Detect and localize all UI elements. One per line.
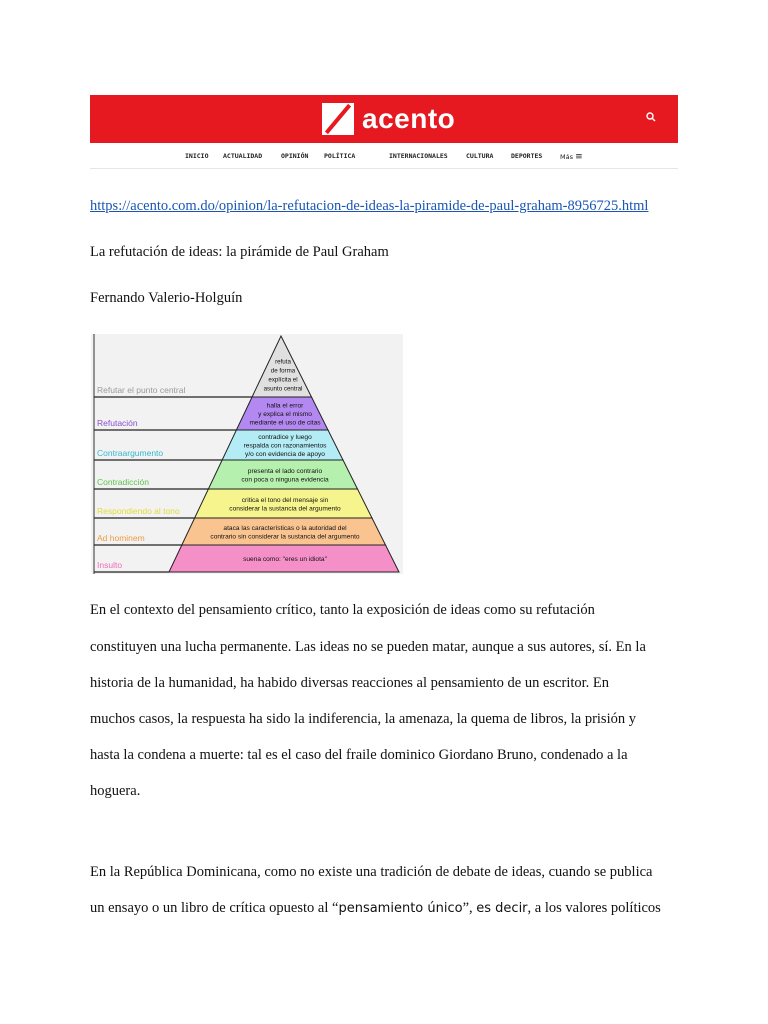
paragraph-1-line-4: muchos casos, la respuesta ha sido la indiferencia, la amenaza, la quema de libros, la prisión y xyxy=(90,711,636,727)
menu-icon: ≡ xyxy=(575,152,583,162)
nav-item-actualidad[interactable]: ACTUALIDAD xyxy=(223,152,263,160)
paragraph-2-line-1: En la República Dominicana, como no existe una tradición de debate de ideas, cuando se publica xyxy=(90,864,653,880)
search-icon[interactable] xyxy=(646,111,656,125)
graham-hierarchy-pyramid xyxy=(91,334,403,574)
pyramid-level-description: respalda con razonamientos xyxy=(243,442,327,450)
pyramid-level-label: Contradicción xyxy=(97,477,149,487)
nav-item-opinion[interactable]: OPINIÓN xyxy=(281,152,309,160)
pyramid-level-description: y/o con evidencia de apoyo xyxy=(245,451,325,458)
handwritten-fragment: pensamiento único xyxy=(338,901,463,916)
pyramid-level-label: Respondiendo al tono xyxy=(97,506,180,516)
article-title: La refutación de ideas: la pirámide de Paul Graham xyxy=(90,244,389,260)
paragraph-2-line-2 xyxy=(90,900,690,917)
pyramid-level-description: contrario sin considerar la sustancia del argumento xyxy=(210,533,360,541)
pyramid-level-label: Refutación xyxy=(97,418,138,428)
pyramid-level-description: presenta el lado contrario xyxy=(247,467,323,475)
paragraph-1-line-5: hasta la condena a muerte: tal es el caso del fraile dominico Giordano Bruno, condenado a la xyxy=(90,747,628,763)
pyramid-level-description: ataca las características o la autoridad del xyxy=(223,524,347,532)
article-author: Fernando Valerio-Holguín xyxy=(90,290,243,306)
text-fragment: un ensayo o un libro de crítica opuesto al “ xyxy=(90,900,339,916)
site-logo[interactable] xyxy=(322,103,455,135)
paragraph-1-line-2: constituyen una lucha permanente. Las ideas no se pueden matar, aunque a sus autores, sí. En la xyxy=(90,639,646,655)
pyramid-level-description: de forma xyxy=(270,367,296,375)
pyramid-level-description: mediante el uso de citas xyxy=(249,419,321,427)
pyramid-level-description: critica el tono del mensaje sin xyxy=(241,496,329,504)
pyramid-level-description: suena como: "eres un idiota" xyxy=(243,556,327,563)
logo-mark-icon xyxy=(322,103,354,135)
pyramid-level-description: considerar la sustancia del argumento xyxy=(229,505,341,513)
pyramid-level-label: Ad hominem xyxy=(97,533,145,543)
pyramid-level-description: asunto central xyxy=(263,385,303,393)
nav-item-politica[interactable]: POLÍTICA xyxy=(324,152,356,160)
pyramid-level-label: Insulto xyxy=(97,560,123,570)
text-fragment: , a los valores políticos xyxy=(527,900,661,916)
pyramid-level-label: Contraargumento xyxy=(97,448,164,458)
nav-item-inicio[interactable]: INICIO xyxy=(185,152,209,160)
handwritten-fragment: es decir xyxy=(476,901,528,916)
logo-text: acento xyxy=(362,103,456,134)
pyramid-level-description: explícita el xyxy=(268,376,298,384)
text-fragment: ”, xyxy=(462,900,477,916)
pyramid-level-description: refuta xyxy=(275,358,291,366)
pyramid-level-label: Refutar el punto central xyxy=(97,385,186,395)
nav-item-cultura[interactable]: CULTURA xyxy=(466,152,494,160)
paragraph-1-line-6: hoguera. xyxy=(90,783,141,799)
nav-item-deportes[interactable]: DEPORTES xyxy=(511,152,543,160)
paragraph-1-line-1: En el contexto del pensamiento crítico, tanto la exposición de ideas como su refutación xyxy=(90,602,595,618)
article-source-link[interactable]: https://acento.com.do/opinion/la-refutacion-de-ideas-la-piramide-de-paul-graham-8956725.html xyxy=(90,198,649,214)
paragraph-1-line-3: historia de la humanidad, ha habido diversas reacciones al pensamiento de un escritor. En xyxy=(90,675,610,691)
pyramid-level-description: y explica el mismo xyxy=(258,411,312,418)
nav-item-mas[interactable]: Más ≡ xyxy=(560,152,583,162)
pyramid-level-description: halla el error xyxy=(266,402,304,410)
pyramid-level-description: contradice y luego xyxy=(258,434,312,441)
nav-item-internacionales[interactable]: INTERNACIONALES xyxy=(389,152,448,160)
main-nav xyxy=(90,146,678,169)
pyramid-level-description: con poca o ninguna evidencia xyxy=(241,476,329,484)
